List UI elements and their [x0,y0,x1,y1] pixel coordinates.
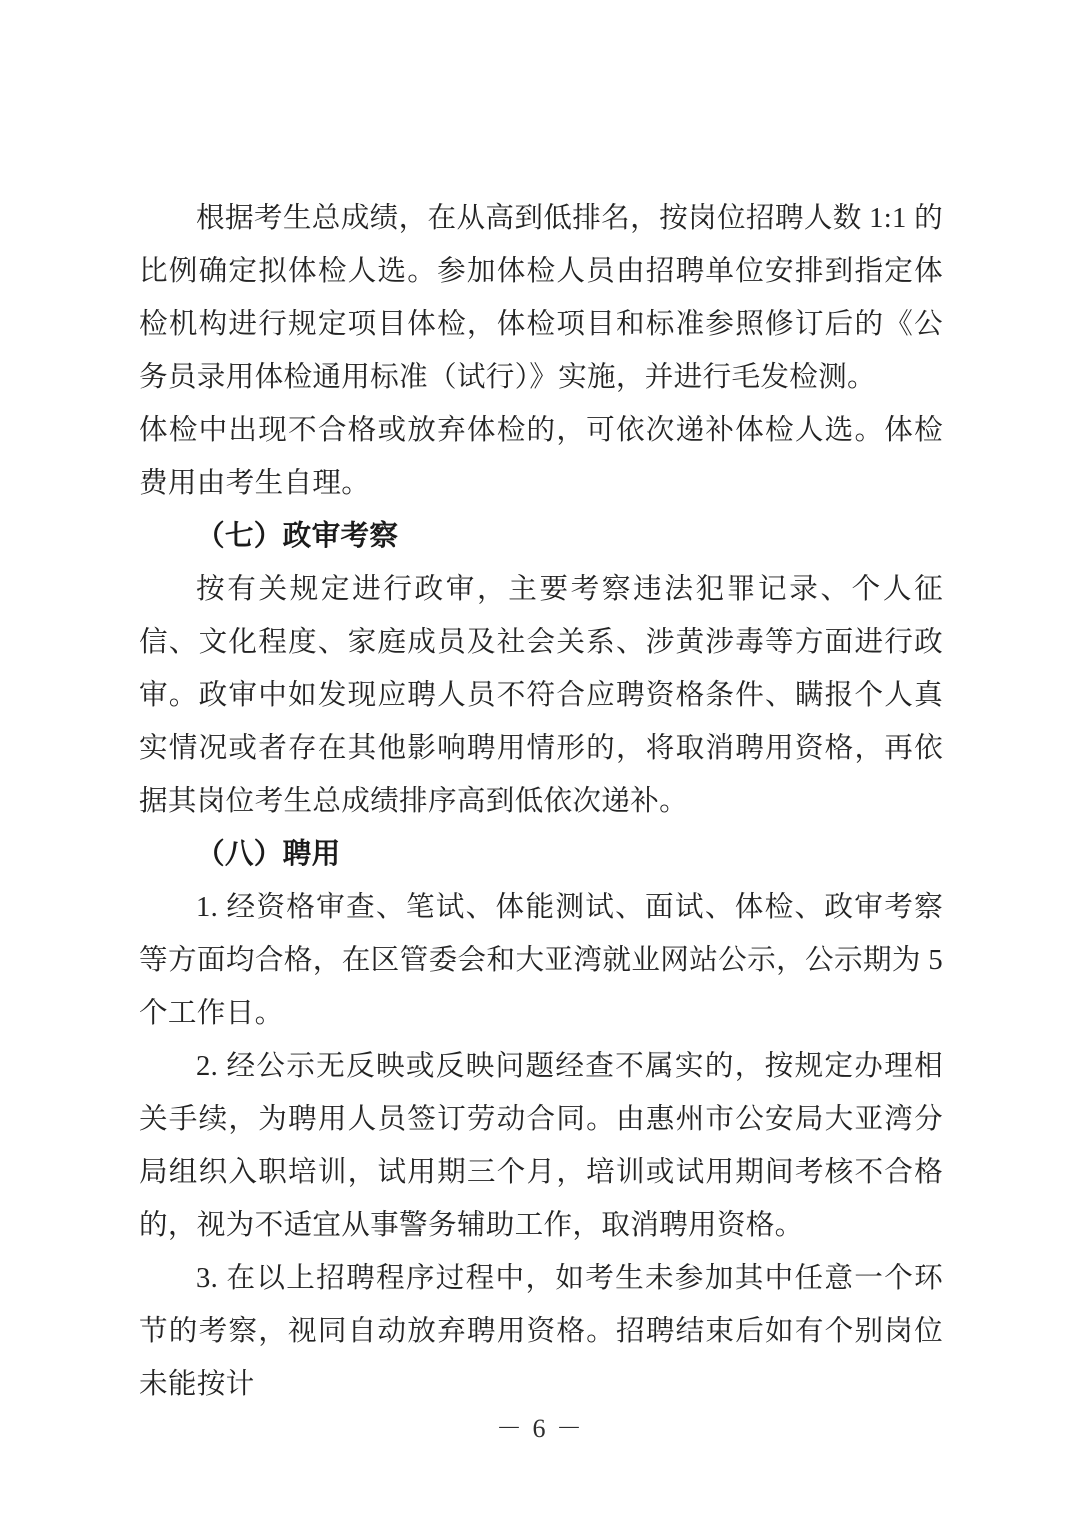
paragraph-political-review: 按有关规定进行政审，主要考察违法犯罪记录、个人征信、文化程度、家庭成员及社会关系、涉黄涉毒等方面进行政审。政审中如发现应聘人员不符合应聘资格条件、瞒报个人真实情况或者存在其他影响聘用情形的，将取消聘用资格，再依据其岗位考生总成绩排序高到低依次递补。 [139,574,943,817]
paragraph-employment-item-1: 1. 经资格审查、笔试、体能测试、面试、体检、政审考察等方面均合格，在区管委会和大亚湾就业网站公示，公示期为 5 个工作日。 [139,892,943,1029]
page-number: － 6 － [495,1414,584,1443]
paragraph-employment-item-2: 2. 经公示无反映或反映问题经查不属实的，按规定办理相关手续，为聘用人员签订劳动合同。由惠州市公安局大亚湾分局组织入职培训，试用期三个月，培训或试用期间考核不合格的，视为不适宜从事警务辅助工作，取消聘用资格。 [139,1051,943,1241]
paragraph-medical-check-supplement: 体检中出现不合格或放弃体检的，可依次递补体检人选。体检费用由考生自理。 [139,415,943,499]
section-heading-political-review: （七）政审考察 [196,521,399,552]
document-body [139,192,943,1411]
paragraph-medical-check: 根据考生总成绩，在从高到低排名，按岗位招聘人数 1:1 的比例确定拟体检人选。参加体检人员由招聘单位安排到指定体检机构进行规定项目体检，体检项目和标准参照修订后的《公务员录用体检通用标准（试行）》实施，并进行毛发检测。 [139,203,943,393]
paragraph-employment-item-3: 3. 在以上招聘程序过程中，如考生未参加其中任意一个环节的考察，视同自动放弃聘用资格。招聘结束后如有个别岗位未能按计 [139,1263,943,1400]
section-heading-employment: （八）聘用 [196,839,341,870]
